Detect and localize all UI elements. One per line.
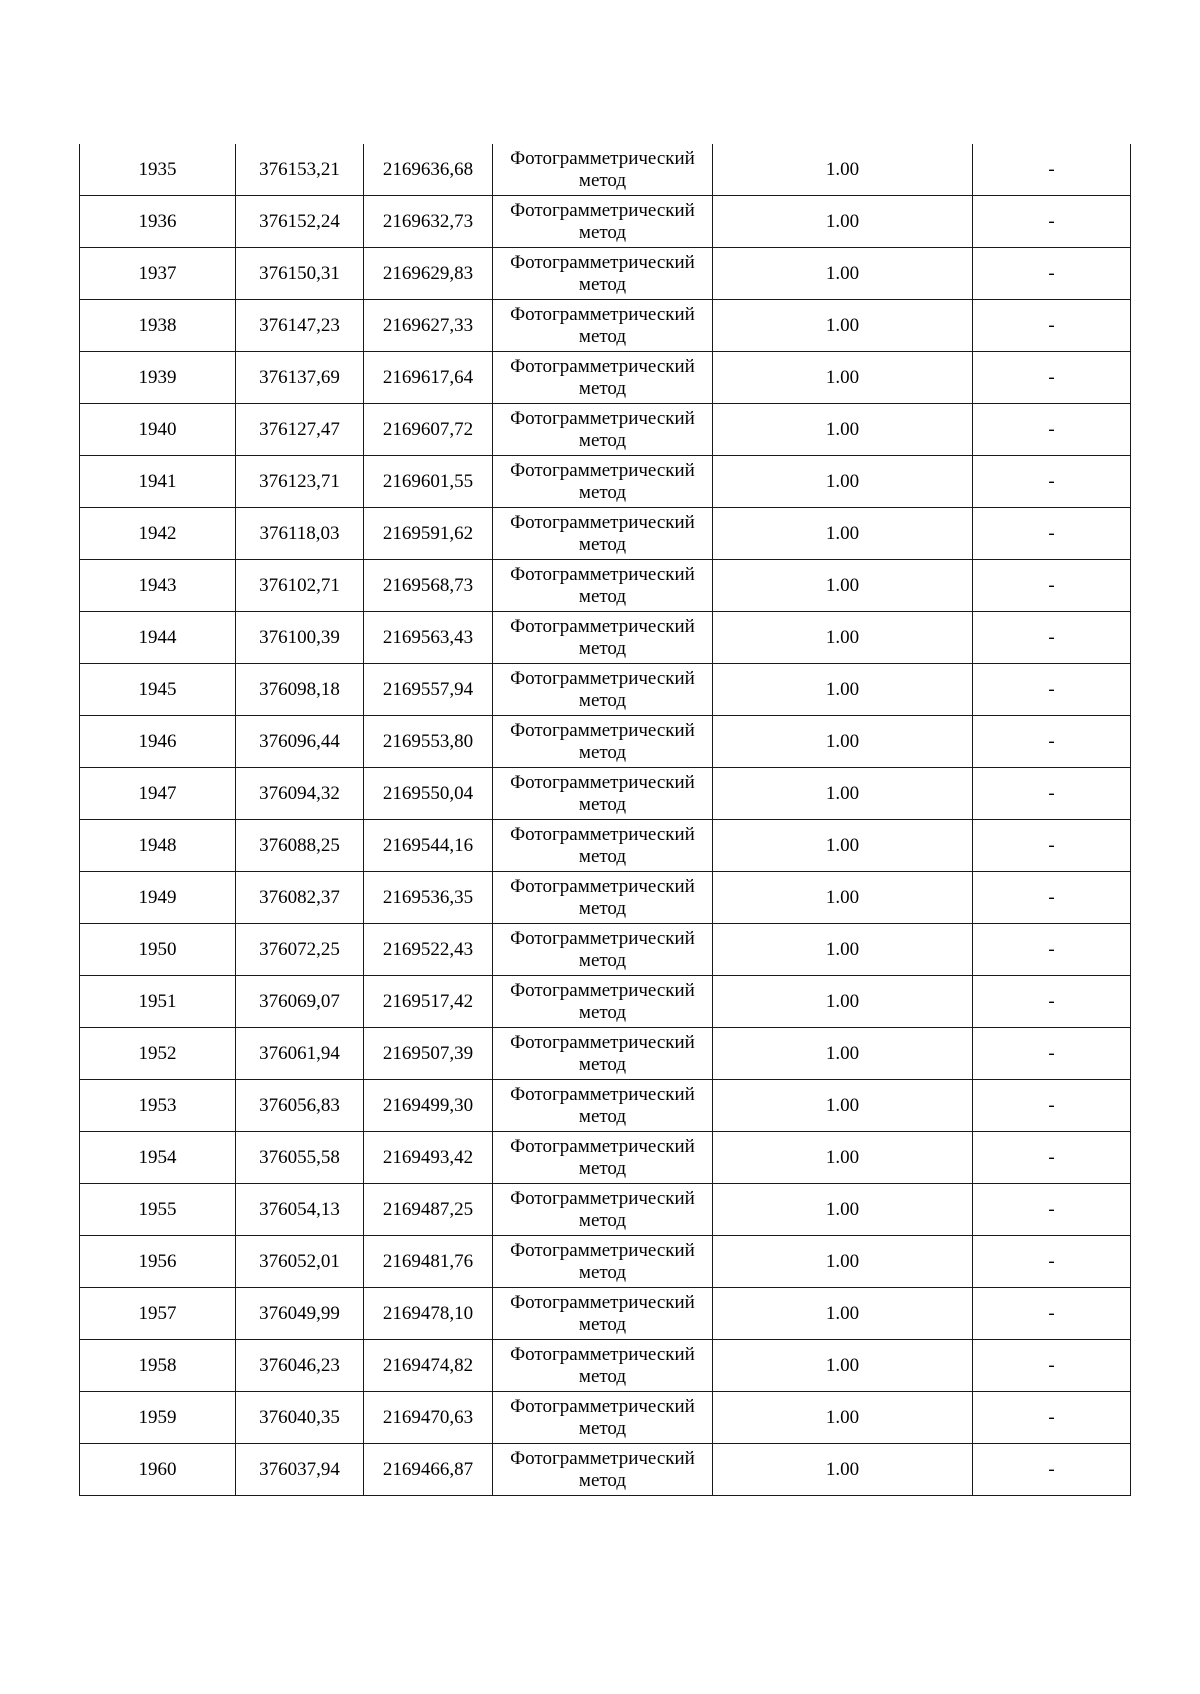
table-row [80,144,1131,196]
method-cell [493,248,713,300]
y-coordinate-cell: 2169632,73 [364,196,493,248]
accuracy-cell: 1.00 [713,144,973,196]
y-coordinate-cell: 2169470,63 [364,1392,493,1444]
table-row [80,1184,1131,1236]
method-line-1: Фотограмметрический [510,407,695,429]
table-row [80,456,1131,508]
point-number-cell: 1935 [80,144,236,196]
method-line-2: метод [578,793,627,815]
note-cell: - [973,1236,1131,1288]
y-coordinate-cell: 2169466,87 [364,1444,493,1496]
method-line-2: метод [578,1365,627,1387]
point-number-cell: 1948 [80,820,236,872]
method-line-2: метод [578,169,627,191]
point-number-cell: 1943 [80,560,236,612]
table-row [80,612,1131,664]
accuracy-cell: 1.00 [713,1288,973,1340]
y-coordinate-cell: 2169563,43 [364,612,493,664]
point-number-cell: 1959 [80,1392,236,1444]
y-coordinate-cell: 2169629,83 [364,248,493,300]
method-cell [493,716,713,768]
table-row [80,1132,1131,1184]
y-coordinate-cell: 2169636,68 [364,144,493,196]
method-line-2: метод [578,1417,627,1439]
accuracy-cell: 1.00 [713,716,973,768]
note-cell: - [973,508,1131,560]
note-cell: - [973,664,1131,716]
method-cell [493,1340,713,1392]
method-line-2: метод [578,585,627,607]
method-cell [493,196,713,248]
note-cell: - [973,1444,1131,1496]
accuracy-cell: 1.00 [713,1392,973,1444]
method-line-1: Фотограмметрический [510,771,695,793]
note-cell: - [973,976,1131,1028]
method-line-2: метод [578,689,627,711]
table-row [80,1392,1131,1444]
method-line-1: Фотограмметрический [510,719,695,741]
point-number-cell: 1949 [80,872,236,924]
y-coordinate-cell: 2169493,42 [364,1132,493,1184]
y-coordinate-cell: 2169544,16 [364,820,493,872]
method-cell [493,1236,713,1288]
note-cell: - [973,924,1131,976]
note-cell: - [973,1392,1131,1444]
note-cell: - [973,716,1131,768]
y-coordinate-cell: 2169550,04 [364,768,493,820]
x-coordinate-cell: 376123,71 [236,456,364,508]
method-line-2: метод [578,637,627,659]
note-cell: - [973,872,1131,924]
note-cell: - [973,1028,1131,1080]
method-line-1: Фотограмметрический [510,927,695,949]
y-coordinate-cell: 2169507,39 [364,1028,493,1080]
x-coordinate-cell: 376037,94 [236,1444,364,1496]
method-line-1: Фотограмметрический [510,1447,695,1469]
method-line-1: Фотограмметрический [510,1239,695,1261]
accuracy-cell: 1.00 [713,1184,973,1236]
x-coordinate-cell: 376147,23 [236,300,364,352]
method-cell [493,924,713,976]
note-cell: - [973,1080,1131,1132]
method-line-1: Фотограмметрический [510,459,695,481]
point-number-cell: 1942 [80,508,236,560]
point-number-cell: 1938 [80,300,236,352]
method-cell [493,768,713,820]
x-coordinate-cell: 376049,99 [236,1288,364,1340]
table-row [80,820,1131,872]
note-cell: - [973,1340,1131,1392]
coordinates-table [79,144,1131,1496]
x-coordinate-cell: 376153,21 [236,144,364,196]
accuracy-cell: 1.00 [713,1028,973,1080]
accuracy-cell: 1.00 [713,248,973,300]
method-line-1: Фотограмметрический [510,563,695,585]
table-row [80,924,1131,976]
method-line-2: метод [578,1469,627,1491]
accuracy-cell: 1.00 [713,1340,973,1392]
method-line-2: метод [578,845,627,867]
y-coordinate-cell: 2169536,35 [364,872,493,924]
method-line-1: Фотограмметрический [510,1031,695,1053]
method-line-1: Фотограмметрический [510,199,695,221]
y-coordinate-cell: 2169522,43 [364,924,493,976]
y-coordinate-cell: 2169499,30 [364,1080,493,1132]
accuracy-cell: 1.00 [713,456,973,508]
note-cell: - [973,1132,1131,1184]
method-cell [493,872,713,924]
table-row [80,1028,1131,1080]
accuracy-cell: 1.00 [713,872,973,924]
table-row [80,664,1131,716]
accuracy-cell: 1.00 [713,1080,973,1132]
y-coordinate-cell: 2169568,73 [364,560,493,612]
note-cell: - [973,456,1131,508]
method-cell [493,352,713,404]
point-number-cell: 1941 [80,456,236,508]
table-row [80,976,1131,1028]
x-coordinate-cell: 376082,37 [236,872,364,924]
method-line-2: метод [578,1053,627,1075]
method-cell [493,820,713,872]
method-cell [493,1184,713,1236]
x-coordinate-cell: 376100,39 [236,612,364,664]
point-number-cell: 1940 [80,404,236,456]
x-coordinate-cell: 376055,58 [236,1132,364,1184]
table-row [80,872,1131,924]
method-cell [493,1028,713,1080]
method-line-2: метод [578,377,627,399]
method-line-1: Фотограмметрический [510,303,695,325]
method-cell [493,1132,713,1184]
method-cell [493,560,713,612]
x-coordinate-cell: 376069,07 [236,976,364,1028]
x-coordinate-cell: 376054,13 [236,1184,364,1236]
point-number-cell: 1952 [80,1028,236,1080]
method-line-2: метод [578,273,627,295]
y-coordinate-cell: 2169481,76 [364,1236,493,1288]
method-line-1: Фотограмметрический [510,1083,695,1105]
accuracy-cell: 1.00 [713,664,973,716]
table-row [80,352,1131,404]
x-coordinate-cell: 376094,32 [236,768,364,820]
x-coordinate-cell: 376150,31 [236,248,364,300]
table-row [80,1444,1131,1496]
x-coordinate-cell: 376061,94 [236,1028,364,1080]
accuracy-cell: 1.00 [713,1444,973,1496]
x-coordinate-cell: 376137,69 [236,352,364,404]
accuracy-cell: 1.00 [713,560,973,612]
method-line-2: метод [578,1105,627,1127]
table-row [80,768,1131,820]
table-row [80,248,1131,300]
method-cell [493,300,713,352]
method-line-2: метод [578,949,627,971]
method-line-1: Фотограмметрический [510,1187,695,1209]
method-line-2: метод [578,481,627,503]
point-number-cell: 1944 [80,612,236,664]
note-cell: - [973,300,1131,352]
x-coordinate-cell: 376046,23 [236,1340,364,1392]
table-row [80,404,1131,456]
point-number-cell: 1954 [80,1132,236,1184]
method-cell [493,508,713,560]
table-row [80,1340,1131,1392]
y-coordinate-cell: 2169487,25 [364,1184,493,1236]
method-cell [493,404,713,456]
method-line-2: метод [578,1261,627,1283]
table-row [80,508,1131,560]
point-number-cell: 1958 [80,1340,236,1392]
accuracy-cell: 1.00 [713,768,973,820]
method-line-2: метод [578,429,627,451]
note-cell: - [973,820,1131,872]
table-row [80,560,1131,612]
x-coordinate-cell: 376056,83 [236,1080,364,1132]
method-line-1: Фотограмметрический [510,1395,695,1417]
method-line-1: Фотограмметрический [510,823,695,845]
note-cell: - [973,144,1131,196]
y-coordinate-cell: 2169474,82 [364,1340,493,1392]
note-cell: - [973,612,1131,664]
accuracy-cell: 1.00 [713,1132,973,1184]
y-coordinate-cell: 2169517,42 [364,976,493,1028]
x-coordinate-cell: 376118,03 [236,508,364,560]
note-cell: - [973,352,1131,404]
method-cell [493,1392,713,1444]
table-row [80,196,1131,248]
method-cell [493,456,713,508]
method-line-1: Фотограмметрический [510,355,695,377]
method-line-1: Фотограмметрический [510,147,695,169]
method-line-2: метод [578,741,627,763]
method-cell [493,976,713,1028]
y-coordinate-cell: 2169607,72 [364,404,493,456]
accuracy-cell: 1.00 [713,196,973,248]
accuracy-cell: 1.00 [713,404,973,456]
point-number-cell: 1960 [80,1444,236,1496]
point-number-cell: 1947 [80,768,236,820]
point-number-cell: 1945 [80,664,236,716]
point-number-cell: 1955 [80,1184,236,1236]
accuracy-cell: 1.00 [713,976,973,1028]
method-cell [493,612,713,664]
accuracy-cell: 1.00 [713,1236,973,1288]
coordinates-table-body [80,144,1131,1496]
method-line-1: Фотограмметрический [510,667,695,689]
x-coordinate-cell: 376152,24 [236,196,364,248]
point-number-cell: 1951 [80,976,236,1028]
method-line-2: метод [578,1209,627,1231]
method-cell [493,1080,713,1132]
x-coordinate-cell: 376040,35 [236,1392,364,1444]
x-coordinate-cell: 376088,25 [236,820,364,872]
point-number-cell: 1946 [80,716,236,768]
y-coordinate-cell: 2169617,64 [364,352,493,404]
note-cell: - [973,248,1131,300]
method-line-2: метод [578,1313,627,1335]
y-coordinate-cell: 2169627,33 [364,300,493,352]
accuracy-cell: 1.00 [713,820,973,872]
table-row [80,716,1131,768]
x-coordinate-cell: 376098,18 [236,664,364,716]
method-line-1: Фотограмметрический [510,875,695,897]
table-row [80,1080,1131,1132]
x-coordinate-cell: 376052,01 [236,1236,364,1288]
y-coordinate-cell: 2169478,10 [364,1288,493,1340]
point-number-cell: 1937 [80,248,236,300]
accuracy-cell: 1.00 [713,924,973,976]
y-coordinate-cell: 2169591,62 [364,508,493,560]
note-cell: - [973,1184,1131,1236]
method-line-2: метод [578,325,627,347]
note-cell: - [973,560,1131,612]
note-cell: - [973,1288,1131,1340]
method-cell [493,1444,713,1496]
point-number-cell: 1939 [80,352,236,404]
x-coordinate-cell: 376072,25 [236,924,364,976]
method-line-1: Фотограмметрический [510,979,695,1001]
point-number-cell: 1953 [80,1080,236,1132]
accuracy-cell: 1.00 [713,612,973,664]
accuracy-cell: 1.00 [713,300,973,352]
point-number-cell: 1936 [80,196,236,248]
y-coordinate-cell: 2169601,55 [364,456,493,508]
y-coordinate-cell: 2169557,94 [364,664,493,716]
y-coordinate-cell: 2169553,80 [364,716,493,768]
note-cell: - [973,768,1131,820]
method-cell [493,664,713,716]
x-coordinate-cell: 376096,44 [236,716,364,768]
method-line-2: метод [578,221,627,243]
method-line-1: Фотограмметрический [510,1135,695,1157]
method-line-2: метод [578,533,627,555]
accuracy-cell: 1.00 [713,352,973,404]
x-coordinate-cell: 376127,47 [236,404,364,456]
table-row [80,1288,1131,1340]
method-line-1: Фотограмметрический [510,251,695,273]
note-cell: - [973,196,1131,248]
table-row [80,1236,1131,1288]
method-line-1: Фотограмметрический [510,1291,695,1313]
point-number-cell: 1957 [80,1288,236,1340]
method-line-1: Фотограмметрический [510,615,695,637]
method-line-1: Фотограмметрический [510,1343,695,1365]
point-number-cell: 1950 [80,924,236,976]
method-line-1: Фотограмметрический [510,511,695,533]
point-number-cell: 1956 [80,1236,236,1288]
method-line-2: метод [578,897,627,919]
method-cell [493,1288,713,1340]
method-line-2: метод [578,1001,627,1023]
accuracy-cell: 1.00 [713,508,973,560]
method-cell [493,144,713,196]
table-row [80,300,1131,352]
method-line-2: метод [578,1157,627,1179]
x-coordinate-cell: 376102,71 [236,560,364,612]
note-cell: - [973,404,1131,456]
